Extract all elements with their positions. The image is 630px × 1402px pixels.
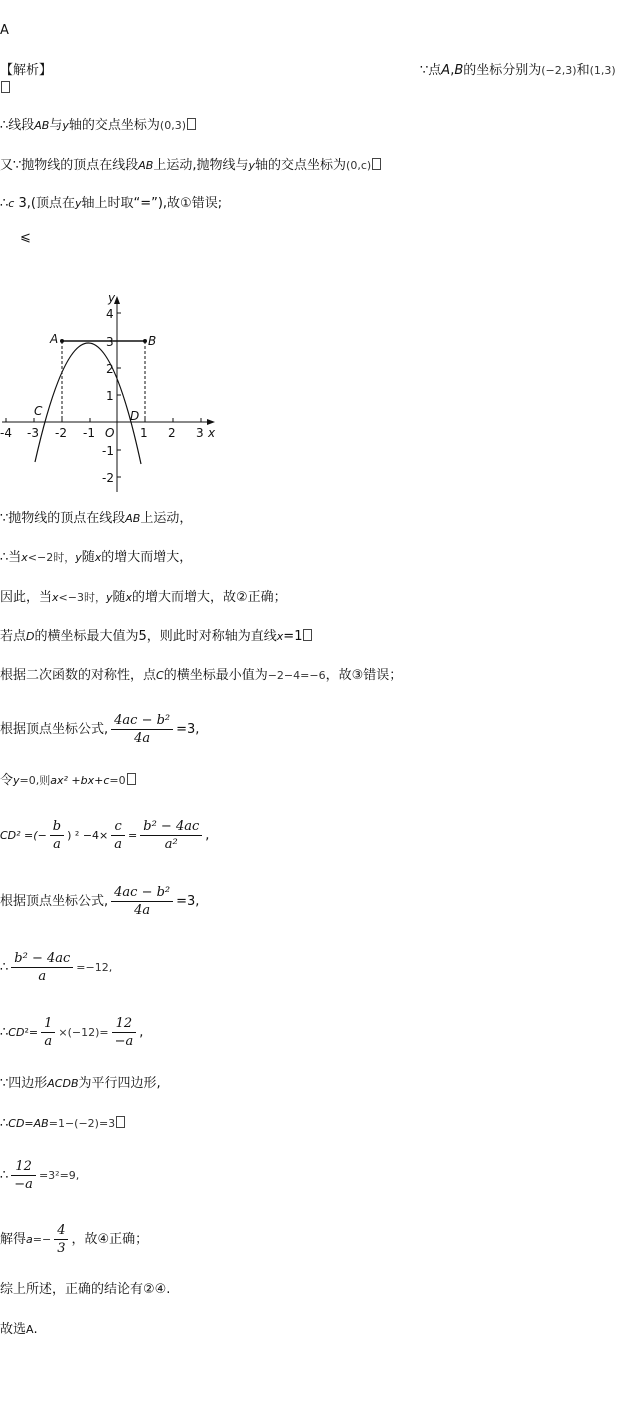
y-tick-label: 4 <box>106 307 114 321</box>
line-7: 若点D的横坐标最大值为5，则此时对称轴为直线x=1 <box>0 628 312 646</box>
line-6: 因此，当x<−3时，y随x的增大而增大，故②正确； <box>0 590 287 605</box>
y-tick-label: -1 <box>102 444 114 458</box>
line-11: CD² =(− $\frac{b}{a}$ ) ² −4× $\frac{c}{a}$ = $\frac{\text{b² − 4ac}}{\text{a²}}$ , <box>0 819 210 852</box>
fraction: $\frac{\text{b² − 4ac}}{a}$ <box>11 950 73 985</box>
fraction: $\frac{1}{a}$ <box>41 1015 55 1050</box>
x-tick-label: 3 <box>196 426 204 440</box>
leq-symbol: ⩽ <box>20 230 31 245</box>
fraction: $\frac{b}{a}$ <box>50 818 64 853</box>
fraction: $\frac{\text{4ac − b²}}{4a}$ <box>111 884 173 919</box>
placeholder-box <box>0 80 10 98</box>
y-tick-label: 2 <box>106 362 114 376</box>
line-2: 又∵抛物线的顶点在线段AB上运动,抛物线与y轴的交点坐标为(0,c) <box>0 157 381 175</box>
x-axis-label: x <box>208 426 216 440</box>
point-c-label: C <box>34 404 43 418</box>
line-18: 解得a=− $\frac{4}{3}$ ，故④正确； <box>0 1223 149 1256</box>
fraction: $\frac{12}{-a}$ <box>112 1015 137 1050</box>
fraction: $\frac{c}{a}$ <box>111 818 125 853</box>
point-a-label: A <box>50 332 59 346</box>
line-9: 根据顶点坐标公式, $\frac{\text{4ac − b²}}{4a}$ =3, <box>0 713 200 746</box>
x-tick-label: -2 <box>55 426 67 440</box>
line-16: ∴CD=AB=1−(−2)=3 <box>0 1115 125 1133</box>
y-tick-label: 1 <box>106 389 114 403</box>
line-8: 根据二次函数的对称性，点C的横坐标最小值为−2−4=−6，故③错误； <box>0 668 403 683</box>
line-12: 根据顶点坐标公式, $\frac{\text{4ac − b²}}{4a}$ =3, <box>0 885 200 918</box>
line-1: ∴线段AB与y轴的交点坐标为(0,3) <box>0 117 196 135</box>
analysis-tag: 【解析】 <box>0 63 53 78</box>
line-17: ∴ $\frac{12}{-a}$ =3²=9, <box>0 1159 80 1192</box>
given-points-line: ∵点A,B的坐标分别为(−2,3)和(1,3) <box>420 63 616 78</box>
line-4: ∵抛物线的顶点在线段AB上运动， <box>0 511 193 526</box>
line-13: ∴ $\frac{\text{b² − 4ac}}{a}$ =−12, <box>0 951 113 984</box>
y-tick-label: 3 <box>106 335 114 349</box>
parabola-curve <box>35 343 141 464</box>
y-axis-label: y <box>108 291 116 305</box>
fraction: $\frac{\text{b² − 4ac}}{\text{a²}}$ <box>140 818 202 853</box>
line-5: ∴当x<−2时，y随x的增大而增大， <box>0 550 193 565</box>
line-19: 综上所述，正确的结论有②④. <box>0 1282 171 1297</box>
line-10: 令y=0,则ax² +bx+c=0 <box>0 772 136 790</box>
point-b-label: B <box>148 334 157 348</box>
fraction: $\frac{\text{4ac − b²}}{4a}$ <box>111 712 173 747</box>
line-20: 故选A. <box>0 1322 38 1337</box>
y-tick-label: -2 <box>102 471 114 485</box>
origin-label: O <box>105 426 115 440</box>
x-axis-arrow <box>207 419 215 425</box>
point-a <box>60 339 64 343</box>
x-tick-label: -4 <box>0 426 12 440</box>
x-tick-label: 1 <box>140 426 148 440</box>
answer-letter: A <box>0 23 9 38</box>
line-14: ∴CD²= $\frac{1}{a}$ ×(−12)= $\frac{12}{-a}$ , <box>0 1016 144 1049</box>
point-d-label: D <box>130 409 140 423</box>
point-b <box>143 339 147 343</box>
x-tick-label: -3 <box>27 426 39 440</box>
fraction: $\frac{12}{-a}$ <box>11 1158 36 1193</box>
line-15: ∵四边形ACDB为平行四边形, <box>0 1076 161 1091</box>
fraction: $\frac{4}{3}$ <box>54 1222 68 1257</box>
x-tick-label: -1 <box>83 426 95 440</box>
line-3: ∴c 3,(顶点在y轴上时取“=”),故①错误; <box>0 196 223 211</box>
x-tick-label: 2 <box>168 426 176 440</box>
parabola-graph <box>0 288 225 498</box>
